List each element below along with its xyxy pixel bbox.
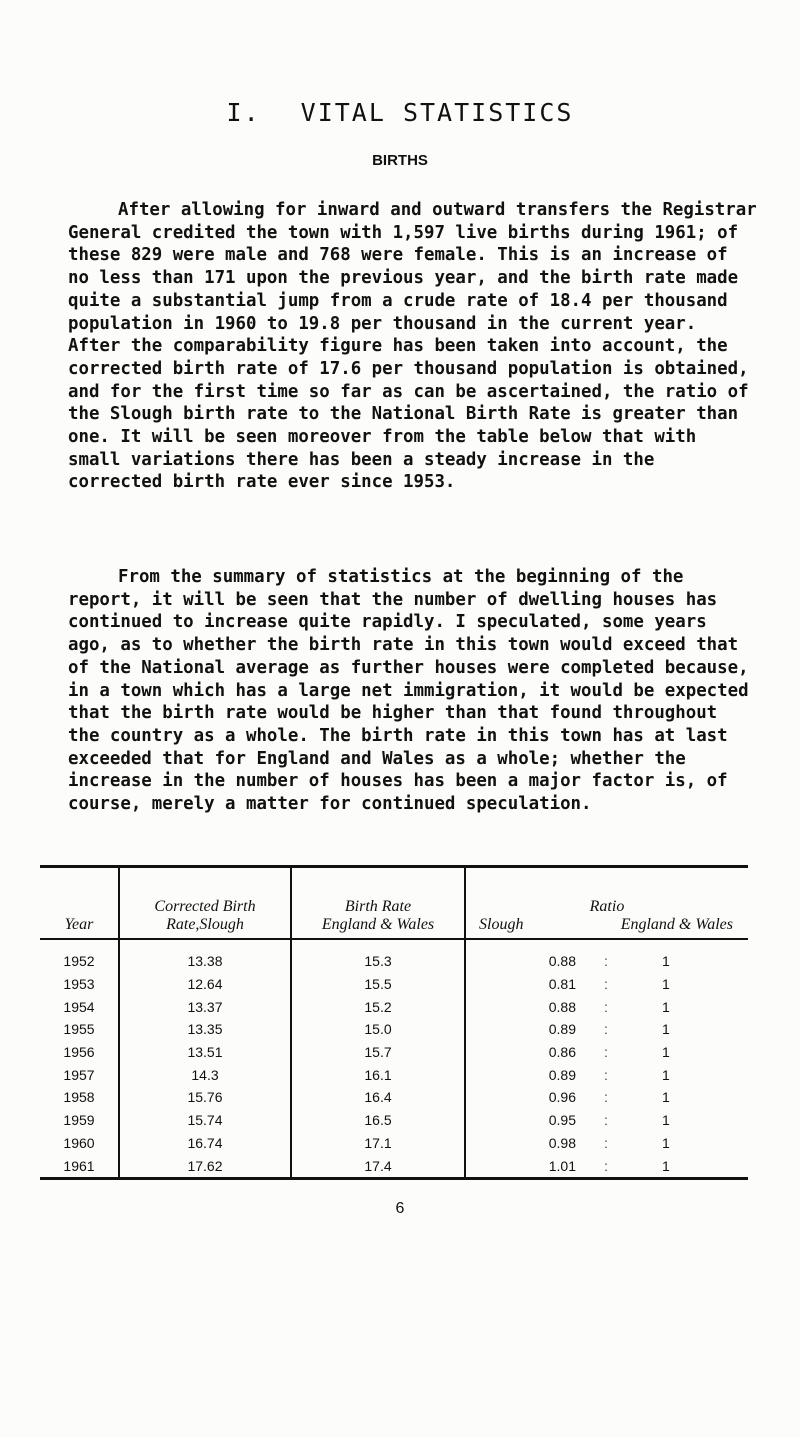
table-row	[40, 1041, 748, 1064]
table-header-row	[40, 867, 748, 940]
cell-ratio-separator: :	[604, 1066, 608, 1083]
header-corrected-line1: Corrected Birth	[154, 898, 256, 915]
cell-ratio-slough: 0.81	[548, 976, 576, 993]
cell-ew-rate: 15.7	[291, 1041, 465, 1064]
cell-corrected-rate: 15.74	[119, 1109, 291, 1132]
cell-ratio-separator: :	[604, 1044, 608, 1061]
cell-ratio-separator: :	[604, 1021, 608, 1038]
header-ratio-slough: Slough	[479, 916, 524, 933]
cell-year: 1959	[40, 1109, 119, 1132]
cell-ew-rate: 16.1	[291, 1063, 465, 1086]
cell-ratio-ew: 1	[662, 1134, 670, 1151]
table-row	[40, 1018, 748, 1041]
cell-ratio-slough: 0.88	[548, 998, 576, 1015]
header-ew-rate	[291, 867, 465, 940]
birth-rate-table	[40, 865, 748, 1180]
cell-year: 1952	[40, 939, 119, 973]
cell-ratio-slough: 0.89	[548, 1021, 576, 1038]
table-row	[40, 1132, 748, 1155]
subsection-heading: BIRTHS	[372, 152, 428, 169]
cell-corrected-rate: 12.64	[119, 973, 291, 996]
cell-year: 1953	[40, 973, 119, 996]
paragraph-housing: From the summary of statistics at the beginning of the report, it will be seen that the number of dwelling houses has continued to increase quite rapidly. I speculated, some years ago, as to whether the birth rate in this town would exceed that of the National average as further houses were completed because, in a town which has a large net immigration, it would be expected that the birth rate would be higher than that found throughout the country as a whole. The birth rate in this town has at last exceeded that for England and Wales as a whole; whether the increase in the number of houses has been a major factor is, of course, merely a matter for continued speculation.	[68, 567, 760, 815]
cell-ratio-separator: :	[604, 1157, 608, 1174]
section-heading	[0, 98, 800, 127]
section-number: I.	[226, 98, 261, 127]
page-number: 6	[395, 1200, 405, 1217]
cell-year: 1960	[40, 1132, 119, 1155]
cell-ratio-ew: 1	[662, 1021, 670, 1038]
cell-ratio-slough: 0.96	[548, 1089, 576, 1106]
table-row	[40, 973, 748, 996]
cell-ew-rate: 16.5	[291, 1109, 465, 1132]
cell-ratio-ew: 1	[662, 998, 670, 1015]
cell-ratio-ew: 1	[662, 976, 670, 993]
cell-ratio-slough: 0.98	[548, 1134, 576, 1151]
cell-ratio-separator: :	[604, 953, 608, 970]
cell-corrected-rate: 17.62	[119, 1154, 291, 1178]
cell-ratio-slough: 0.89	[548, 1066, 576, 1083]
cell-corrected-rate: 13.37	[119, 995, 291, 1018]
cell-year: 1958	[40, 1086, 119, 1109]
header-ratio-title: Ratio	[589, 898, 625, 915]
cell-ratio-ew: 1	[662, 1157, 670, 1174]
cell-ratio-ew: 1	[662, 1089, 670, 1106]
cell-year: 1957	[40, 1063, 119, 1086]
header-ratio	[465, 867, 748, 940]
cell-corrected-rate: 14.3	[119, 1063, 291, 1086]
cell-year: 1954	[40, 995, 119, 1018]
cell-corrected-rate: 16.74	[119, 1132, 291, 1155]
cell-ew-rate: 17.1	[291, 1132, 465, 1155]
table-row	[40, 1063, 748, 1086]
cell-ew-rate: 15.3	[291, 939, 465, 973]
cell-ew-rate: 17.4	[291, 1154, 465, 1178]
header-ratio-ew: England & Wales	[620, 916, 733, 933]
cell-year: 1956	[40, 1041, 119, 1064]
table-row	[40, 1154, 748, 1178]
table-row	[40, 939, 748, 973]
header-ew-line2: England & Wales	[321, 916, 435, 933]
cell-ratio-ew: 1	[662, 1066, 670, 1083]
header-ew-line1: Birth Rate	[344, 898, 412, 915]
cell-ratio-ew: 1	[662, 1112, 670, 1129]
paragraph-births: After allowing for inward and outward transfers the Registrar General credited the town with 1,597 live births during 1961; of these 829 were male and 768 were female. This is an increase of no less than 171 upon the previous year, and the birth rate made quite a substantial jump from a crude rate of 18.4 per thousand population in 1960 to 19.8 per thousand in the current year. After the comparability figure has been taken into account, the corrected birth rate of 17.6 per thousand population is obtained, and for the first time so far as can be ascertained, the ratio of the Slough birth rate to the National Birth Rate is greater than one. It will be seen moreover from the table below that with small variations there has been a steady increase in the corrected birth rate ever since 1953.	[68, 200, 768, 493]
header-year: Year	[40, 867, 119, 940]
cell-ratio-separator: :	[604, 976, 608, 993]
table-row	[40, 995, 748, 1018]
cell-ratio-slough: 1.01	[548, 1157, 576, 1174]
cell-year: 1961	[40, 1154, 119, 1178]
cell-ew-rate: 15.0	[291, 1018, 465, 1041]
cell-corrected-rate: 13.35	[119, 1018, 291, 1041]
cell-ratio-separator: :	[604, 998, 608, 1015]
cell-ratio-slough: 0.88	[548, 953, 576, 970]
cell-corrected-rate: 13.38	[119, 939, 291, 973]
header-corrected-line2: Rate,Slough	[166, 916, 244, 933]
cell-year: 1955	[40, 1018, 119, 1041]
cell-ew-rate: 15.5	[291, 973, 465, 996]
cell-ratio-ew: 1	[662, 953, 670, 970]
cell-ratio-separator: :	[604, 1089, 608, 1106]
table-body	[40, 939, 748, 1178]
cell-corrected-rate: 15.76	[119, 1086, 291, 1109]
cell-ew-rate: 16.4	[291, 1086, 465, 1109]
table-row	[40, 1109, 748, 1132]
cell-ratio-slough: 0.86	[548, 1044, 576, 1061]
cell-ratio-separator: :	[604, 1112, 608, 1129]
cell-ratio-slough: 0.95	[548, 1112, 576, 1129]
section-title: VITAL STATISTICS	[300, 98, 574, 127]
cell-ratio-ew: 1	[662, 1044, 670, 1061]
cell-corrected-rate: 13.51	[119, 1041, 291, 1064]
header-corrected-rate	[119, 867, 291, 940]
cell-ratio-separator: :	[604, 1134, 608, 1151]
table-row	[40, 1086, 748, 1109]
cell-ew-rate: 15.2	[291, 995, 465, 1018]
